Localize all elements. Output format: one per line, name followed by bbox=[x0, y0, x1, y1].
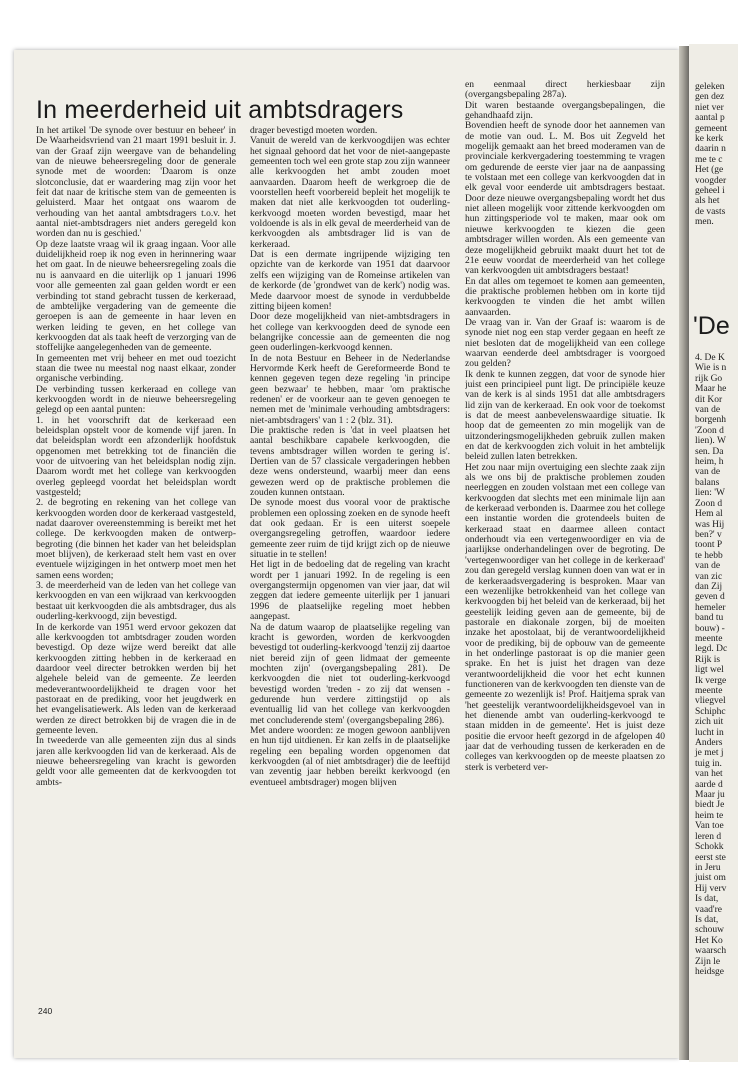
article-paragraph: Op deze laatste vraag wil ik graag ingaan. Voor alle duidelijkheid roep ik nog even in herinnering waar het om gaat. In de nieuwe beheersregeling zoals die nu is aanvaard en die uiterlijk op 1 januari 1996 voor alle gemeenten zal gaan gelden wordt er een verbinding tot stand gebracht tussen de kerkeraad, de ambtelijke vergadering van de gemeente die geroepen is aan de gemeente in haar leven en werken leiding te geven, en het college van kerkvoogden dat als taak heeft de verzorging van de stoffelijke aangelegenheden van de gemeente. bbox=[36, 238, 236, 354]
article-paragraph: Het ligt in de bedoeling dat de regeling van kracht wordt per 1 januari 1992. In de regeling is een overgangstermijn opgenomen van vier jaar, dat wil zeggen dat iedere gemeente uiterlijk per 1 januari 1996 de plaatselijke regeling moet hebben aangepast. bbox=[250, 559, 450, 623]
article-paragraph: In de kerkorde van 1951 werd ervoor gekozen dat alle kerkvoogden tot ambtsdrager zouden worden bevestigd. Op deze wijze werd bereikt dat alle kerkvoogden zitting hebben in de kerkeraad en daardoor veel directer betrokken werden bij het algehele beleid van de gemeente. Ze leerden medeverantwoordelijkheid te dragen voor het pastoraat en de prediking, voor het jeugdwerk en het evangelisatiewerk. Als leden van de kerkeraad werden ze direct betrokken bij de vragen die in de gemeente leven. bbox=[36, 621, 236, 736]
facing-page-line: Zoon d bbox=[695, 498, 723, 509]
article-paragraph: En dat alles om tegemoet te komen aan gemeenten, die praktische problemen hebben om in korte tijd kerkvoogden te vinden die het ambt willen aanvaarden. bbox=[465, 275, 665, 318]
facing-page-line: men. bbox=[695, 217, 714, 228]
article-column-3 bbox=[465, 80, 665, 773]
facing-page-line: lien). W bbox=[695, 436, 726, 447]
facing-page-line: me te c bbox=[695, 154, 723, 165]
article-paragraph: Met andere woorden: ze mogen gewoon aanblijven en hun tijd uitdienen. Er kan zelfs in de plaatselijke regeling een bepaling worden opgenomen dat kerkvoogden (al of niet ambtsdrager) die de leeftijd van zeventig jaar hebben bereikt kerkvoogd (en eventueel ambtsdrager) mogen blijven bbox=[250, 724, 450, 788]
facing-page-line: van de bbox=[695, 561, 721, 572]
facing-page-line: Van toe bbox=[695, 821, 724, 832]
article-paragraph: en eenmaal direct herkiesbaar zijn (overgangsbepaling 287a). bbox=[465, 80, 665, 101]
facing-page-line: niet ver bbox=[695, 102, 724, 113]
article-paragraph: Die praktische reden is 'dat in veel plaatsen het aantal beschikbare capabele kerkvoogden, die tevens ambtsdrager willen worden te gering is'. Dertien van de 57 classicale vergaderingen hebben deze wens ondersteund, waarbij meer dan eens gewezen werd op de praktische problemen die zouden kunnen ontstaan. bbox=[250, 424, 450, 499]
document-page bbox=[14, 50, 679, 1058]
facing-page-line: te hebb bbox=[695, 550, 723, 561]
facing-page-line: toont P bbox=[695, 540, 723, 551]
facing-page-line: Ik verge bbox=[695, 675, 727, 686]
facing-page-line: van de bbox=[695, 467, 721, 478]
facing-page-line: je met j bbox=[695, 748, 724, 759]
book-gutter bbox=[679, 46, 689, 1060]
article-paragraph: 2. de begroting en rekening van het college van kerkvoogden worden door de kerkeraad vastgesteld, nadat daarover overeenstemming is bereikt met het college. De kerkvoogden maken de ontwerp-begroting (die binnen het kader van het beleidsplan moet blijven), de kerkeraad stelt hem vast en over eventuele wijzigingen in het ontwerp moet men het samen eens worden; bbox=[36, 497, 236, 581]
facing-page-line: gemeent bbox=[695, 123, 728, 134]
facing-page-line: Maar he bbox=[695, 384, 727, 395]
facing-page-line: rijk Go bbox=[695, 373, 723, 384]
facing-page-line: ben?' v bbox=[695, 529, 722, 540]
facing-page-line: Is dat, bbox=[695, 914, 719, 925]
facing-page-body-text bbox=[695, 353, 727, 977]
facing-page-line: heidsge bbox=[695, 966, 725, 977]
facing-page-line: eerst ste bbox=[695, 852, 726, 863]
facing-page-line: heim, h bbox=[695, 457, 724, 468]
article-paragraph: Bovendien heeft de synode door het aannemen van de motie van oud. L. M. Bos uit Zegveld het mogelijk gemaakt aan het breed moderamen van de provinciale kerkvergadering toestemming te vragen om gedurende de eerste vier jaar na de aanpassing te volstaan met een college van kerkvoogden dat in elk geval voor eenderde uit ambtsdragers bestaat. Door deze nieuwe overgangsbepaling wordt het dus niet alleen mogelijk voor zittende kerkvoogden om hun zittingsperiode vol te maken, maar ook om nieuwe kerkvoogden te kiezen die geen ambtsdrager willen worden. Als een gemeente van deze mogelijkheid gebruikt maakt duurt het tot de 21e eeuw voordat de meerderheid van het college van kerkvoogden uit ambtsdragers bestaat! bbox=[465, 120, 665, 277]
facing-page-line: heim te bbox=[695, 810, 724, 821]
facing-page-line: Hem al bbox=[695, 509, 723, 520]
facing-page-line: meente bbox=[695, 633, 723, 644]
facing-page-line: vliegvel bbox=[695, 696, 726, 707]
article-paragraph: Dit waren bestaande overgangsbepalingen, die gehandhaafd zijn. bbox=[465, 99, 665, 122]
article-paragraph: In de nota Bestuur en Beheer in de Nederlandse Hervormde Kerk heeft de Gereformeerde Bond te kennen gegeven tegen deze regeling 'in principe geen bezwaar' te hebben, maar 'om praktische redenen' er de voorkeur aan te geven genoegen te nemen met de 'minimale verhouding ambtsdragers: niet-ambtsdragers' van 1 : 2 (blz. 31). bbox=[250, 352, 450, 426]
facing-page-line: als het bbox=[695, 196, 720, 207]
facing-page-line: Rijk is bbox=[695, 654, 721, 665]
facing-page-line: was Hij bbox=[695, 519, 725, 530]
facing-page-line: 'Zoon d bbox=[695, 425, 724, 436]
facing-page-line: ke kerk bbox=[695, 134, 724, 145]
facing-page-line: Is dat, bbox=[695, 894, 719, 905]
facing-page-line: ligt wel bbox=[695, 665, 724, 676]
facing-page-line: bouw) - bbox=[695, 623, 725, 634]
article-paragraph: drager bevestigd moeten worden. bbox=[250, 126, 378, 136]
facing-page-line: van het bbox=[695, 769, 723, 780]
facing-page-top-text bbox=[695, 82, 727, 228]
article-paragraph: 1. in het voorschrift dat de kerkeraad een beleidsplan opstelt voor de komende vijf jaren. In dat beleidsplan wordt een afzonderlijk hoofdstuk opgenomen met betrekking tot de financiën die voor de uitvoering van het beleidsplan nodig zijn. Daarom wordt met het college van kerkvoogden overleg gepleegd voordat het beleidsplan wordt vastgesteld; bbox=[36, 414, 236, 499]
article-paragraph: 3. de meerderheid van de leden van het college van kerkvoogden en van een wijkraad van kerkvoogden bestaat uit kerkvoogden die als ambtsdrager, dus als ouderling-kerkvoogd, zijn bevestigd. bbox=[36, 580, 236, 623]
facing-page-line: van zic bbox=[695, 571, 723, 582]
facing-page-line: juist om bbox=[695, 873, 726, 884]
facing-page-line: borgenh bbox=[695, 415, 726, 426]
facing-page-line: tuig in. bbox=[695, 758, 722, 769]
article-title: In meerderheid uit ambtsdragers bbox=[36, 96, 404, 124]
facing-page-line: waarsch bbox=[695, 946, 727, 957]
facing-page-line: daarin n bbox=[695, 144, 726, 155]
facing-page-line: dan Zij bbox=[695, 581, 723, 592]
facing-page-line: legd. Dc bbox=[695, 644, 728, 655]
facing-page-line: van de bbox=[695, 405, 721, 416]
facing-page-line: zich uit bbox=[695, 717, 724, 728]
facing-page-line: gen dez bbox=[695, 92, 725, 103]
facing-page-line: Maar ju bbox=[695, 790, 725, 801]
facing-page-line: voogder bbox=[695, 175, 727, 186]
facing-page-line: biedt Je bbox=[695, 800, 725, 811]
article-paragraph: Vanuit de wereld van de kerkvoogdijen was echter het signaal gehoord dat het voor de niet-aangepaste gemeenten toch wel een grote stap zou zijn wanneer alle kerkvoogden het ambt zouden moet aanvaarden. Daarom heeft de werkgroep die de voorstellen heeft voorbereid bepleit het mogelijk te maken dat niet alle kerkvoogden tot ouderling-kerkvoogd moeten worden bevestigd, maar het voldoende is als in elk geval de meerderheid van de kerkvoogden als ambtsdrager lid is van de kerkeraad. bbox=[250, 135, 450, 250]
article-paragraph: Na de datum waarop de plaatselijke regeling van kracht is geworden, worden de kerkvoogden bevestigd tot ouderling-kerkvoogd 'tenzij zij daartoe niet bereid zijn of geen lidmaat der gemeente mochten zijn' (overgangsbepaling 281). De kerkvoogden die niet tot ouderling-kerkvoogd bevestigd worden 'treden - zo zij dat wensen - gedurende hun verdere zittingstijd op als eventuallig lid van het college van kerkvoogden met concluderende stem' (overgangsbepaling 286). bbox=[250, 621, 450, 726]
article-paragraph: Ik denk te kunnen zeggen, dat voor de synode hier juist een principieel punt ligt. De principiële keuze van de kerk is al sinds 1951 dat alle ambtsdragers lid zijn van de kerkeraad. En ook voor de toekomst is dat de meest aanbevelenswaardige situatie. Ik hoop dat de gemeenten zo min mogelijk van de uitzonderingsmogelijkheden gebruik zullen maken en dat de kerkvoogden zich voluit in het ambtelijk beleid zullen laten betrekken. bbox=[465, 368, 665, 463]
article-paragraph: De synode moest dus vooral voor de praktische problemen een oplossing zoeken en de synode heeft dat ook gedaan. Er is een uiterst soepele overgangsregeling getroffen, waardoor iedere gemeente zeer ruim de tijd krijgt zich op de nieuwe situatie in te stellen! bbox=[250, 497, 450, 561]
facing-page-line: Hij verv bbox=[695, 883, 727, 894]
facing-page-line: geheel i bbox=[695, 186, 725, 197]
facing-page-line: in Jeru bbox=[695, 862, 721, 873]
facing-page-line: leren d bbox=[695, 831, 722, 842]
facing-page-line: balans bbox=[695, 477, 720, 488]
facing-page-line: Het (ge bbox=[695, 165, 724, 176]
facing-page-line: dit Kor bbox=[695, 394, 723, 405]
article-column-2 bbox=[250, 126, 450, 788]
article-paragraph: Het zou naar mijn overtuiging een slechte zaak zijn als we ons bij de praktische problemen zouden neerleggen en zouden volstaan met een college van kerkvoogden dat slechts met een minimale lijn aan de kerkeraad verbonden is. Daarmee zou het college een instantie worden die grotendeels buiten de kerkeraad staat en daarmee alleen contact onderhoudt via een vertegenwoordiger en via de jaarlijkse onderhandelingen over de begroting. De 'vertegenwoordiger van het college in de kerkeraad' zou dan geregeld verslag kunnen doen van wat er in de kerkeraadsvergadering is besproken. Maar van een wezenlijke betrokkenheid van het college van kerkvoogden bij het beleid van de kerkeraad, bij het geestelijk leiding geven aan de gemeente, bij de pastorale en diakonale zorgen, bij de moeiten inzake het apostolaat, bij de verantwoordelijkheid voor de prediking, bij de opbouw van de gemeente in het onderlinge pastoraat is op die manier geen sprake. En het is juist het dragen van deze verantwoordelijkheid die voor het echt kunnen functioneren van de kerkvoogden ten dienste van de gemeente zo wezenlijk is! Prof. Haitjema sprak van 'het geestelijk verantwoordelijkheidsgevoel van in het dienende ambt van ouderling-kerkvoogd te staan midden in de gemeente'. Het is juist deze positie die ervoor heeft gezorgd in de afgelopen 40 jaar dat de verhouding tussen de kerkeraden en de colleges van kerkvoogden op de meeste plaatsen zo sterk is verbeterd ver- bbox=[465, 461, 665, 773]
facing-page-fragment bbox=[689, 44, 738, 1062]
facing-page-line: geven d bbox=[695, 592, 725, 603]
facing-page-heading: 'De bbox=[693, 312, 730, 340]
article-paragraph: Dat is een dermate ingrijpende wijziging ten opzichte van de kerkorde van 1951 dat daarvoor zelfs een wijziging van de Romeinse artikelen van de kerkorde (de 'grondwet van de kerk') nodig was. Mede daarvoor moest de synode in verdubbelde zitting bijeen komen! bbox=[250, 249, 450, 312]
facing-page-line: aantal p bbox=[695, 113, 725, 124]
facing-page-line: de vasts bbox=[695, 206, 726, 217]
facing-page-line: hemeler bbox=[695, 602, 726, 613]
article-paragraph: Door deze mogelijkheid van niet-ambtsdragers in het college van kerkvoogden deed de synode een belangrijke concessie aan de gemeenten die nog geen ouderlingen-kerkvoogd kennen. bbox=[250, 311, 450, 354]
facing-page-line: lucht in bbox=[695, 727, 724, 738]
facing-page-line: band tu bbox=[695, 613, 724, 624]
article-paragraph: De vraag van ir. Van der Graaf is: waarom is de synode niet nog een stap verder gegaan en heeft ze niet besloten dat de mogelijkheid van een college waarvan eenderde deel ambtsdrager is voorgoed zou gelden? bbox=[465, 316, 665, 370]
facing-page-line: Wie is n bbox=[695, 363, 727, 374]
facing-page-line: Anders bbox=[695, 738, 723, 749]
article-paragraph: De verbinding tussen kerkeraad en college van kerkvoogden wordt in de nieuwe beheersregeling gelegd op een aantal punten: bbox=[36, 383, 236, 416]
facing-page-line: lien: 'W bbox=[695, 488, 725, 499]
facing-page-line: Zijn le bbox=[695, 956, 721, 967]
facing-page-line: Het Ko bbox=[695, 935, 723, 946]
article-paragraph: In het artikel 'De synode over bestuur en beheer' in De Waarheidsvriend van 21 maart 1991 besluit ir. J. van der Graaf zijn weergave van de behandeling van de nieuwe beheersregeling door de generale synode met de woorden: 'Daarom is onze slotconclusie, dat er waardering mag zijn voor het feit dat naar de kritische stem van de gemeenten is geluisterd. Maar het ontgaat ons waarom de verhouding van het aantal ambtsdragers t.o.v. het aantal niet-ambtsdragers niet anders geregeld kon worden dan nu is geschied.' bbox=[36, 126, 236, 240]
facing-page-line: aarde d bbox=[695, 779, 723, 790]
article-column-1 bbox=[36, 126, 236, 788]
facing-page-line: geleken bbox=[695, 82, 725, 92]
facing-page-line: sen. Da bbox=[695, 446, 724, 457]
facing-page-line: Schiphc bbox=[695, 706, 726, 717]
facing-page-line: vaad're bbox=[695, 904, 723, 915]
article-paragraph: In gemeenten met vrij beheer en met oud toezicht staan die twee nu meestal nog naast elkaar, zonder organische verbinding. bbox=[36, 352, 236, 385]
facing-page-line: 4. De K bbox=[695, 353, 725, 363]
facing-page-line: Schokk bbox=[695, 842, 724, 853]
article-paragraph: In tweederde van alle gemeenten zijn dus al sinds jaren alle kerkvoogden lid van de kerkeraad. Als de nieuwe beheersregeling van kracht is geworden geldt voor alle gemeenten dat de kerkvoogden tot ambts- bbox=[36, 735, 236, 788]
facing-page-line: meente bbox=[695, 686, 723, 696]
page-number: 240 bbox=[38, 1006, 53, 1016]
facing-page-line: schouw bbox=[695, 925, 725, 936]
